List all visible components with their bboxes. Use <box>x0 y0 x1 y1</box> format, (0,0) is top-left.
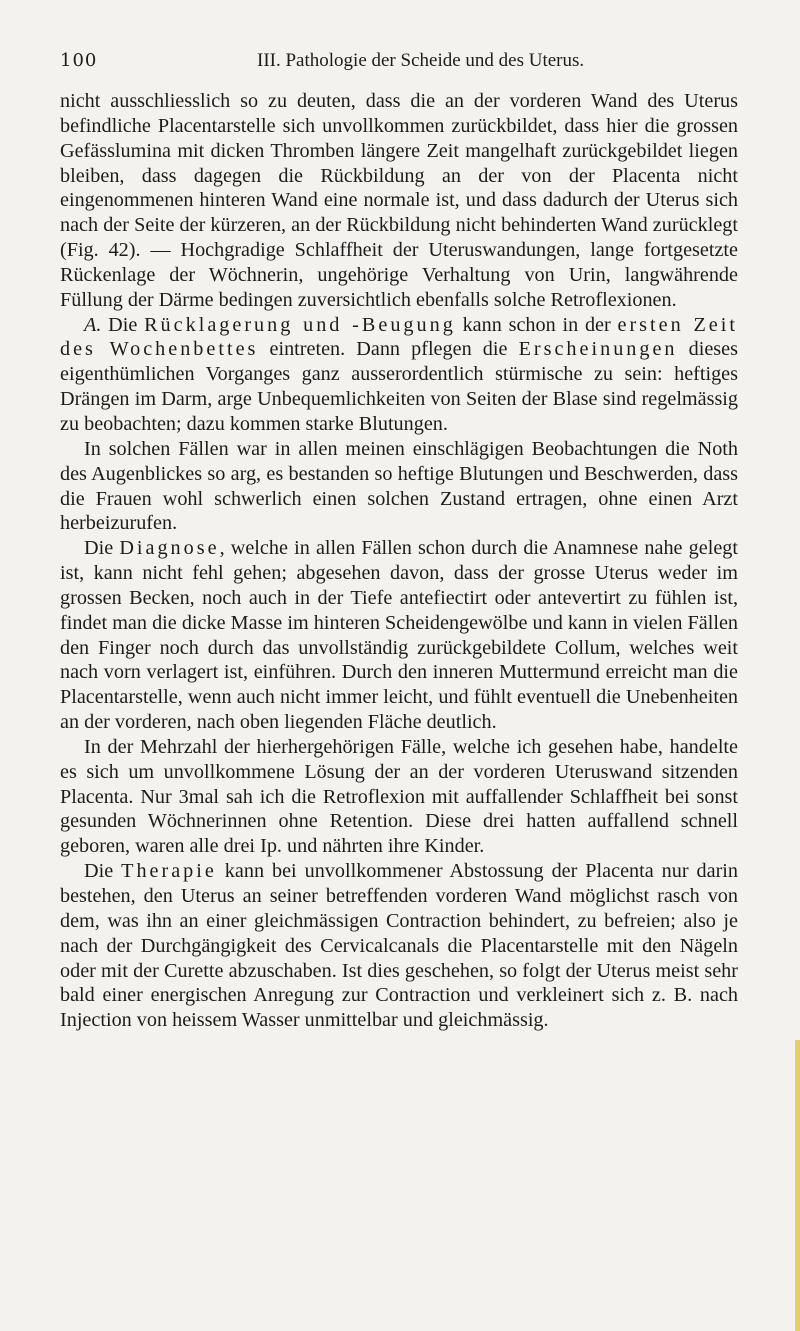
text-segment: Therapie <box>121 860 217 883</box>
page-header <box>60 46 740 76</box>
body-text <box>60 89 738 1033</box>
paragraph-4 <box>60 536 738 735</box>
text-segment: Erscheinungen <box>518 338 678 361</box>
text-segment: In solchen Fällen war in allen meinen einschlägigen Beobachtungen die Noth des Augenblickes so arg, es bestanden so heftige Blutungen und Beschwerden, dass die Frauen wohl schwerlich einen solchen Zustand ertragen, ohne einen Arzt herbeizurufen. <box>60 437 738 535</box>
text-segment: In der Mehrzahl der hierhergehörigen Fälle, welche ich gesehen habe, handelte es sich um unvollkommene Lösung der an der vorderen Uteruswand sitzenden Placenta. Nur 3mal sah ich die Retroflexion mit auffallender Schlaffheit bei sonst gesunden Wöchnerinnen ohne Retention. Diese drei hatten auffallend schnell geboren, waren alle drei Ip. und nährten ihre Kinder. <box>60 735 738 858</box>
text-segment: kann schon in der <box>455 313 618 336</box>
paragraph-2 <box>60 313 738 437</box>
text-segment: Diagnose <box>119 537 220 560</box>
text-segment: Rücklagerung und -Beugung <box>144 313 456 336</box>
text-segment: Die <box>84 860 122 883</box>
text-segment: eintreten. Dann pflegen die <box>258 338 519 361</box>
text-segment: nicht ausschliesslich so zu deuten, dass die an der vorderen Wand des Uterus befindliche Placentarstelle sich unvollkommen zurückbildet, dass hier die grossen Gefässlumina mit dicken Thromben längere Zeit mangelhaft zurückgebildet liegen bleiben, dass dagegen die Rückbildung an der von der Placenta nicht eingenommenen hinteren Wand eine normale ist, und dass dadurch der Uterus sich nach der Seite der kürzeren, an der Rückbildung nicht behinderten Wand zurücklegt (Fig. 42). — Hochgradige Schlaffheit der Uteruswandungen, lange fortgesetzte Rückenlage der Wöchnerin, ungehörige Verhaltung von Urin, langwährende Füllung der Därme bedingen zuversichtlich ebenfalls solche Retroflexionen. <box>60 90 738 311</box>
text-segment: Die <box>101 313 145 336</box>
paragraph-5 <box>60 735 738 859</box>
text-segment: A. <box>84 313 102 336</box>
page-edge-mark <box>795 1040 800 1331</box>
text-segment: ersten Zeit des Wochenbettes <box>60 313 738 361</box>
page-number: 100 <box>60 50 98 71</box>
running-head: III. Pathologie der Scheide und des Uterus. <box>257 50 585 71</box>
text-segment: , welche in allen Fällen schon durch die Anamnese nahe gelegt ist, kann nicht fehl gehen; abgesehen davon, dass der grosse Uterus weder im grossen Becken, noch auch in der Tiefe antefiectirt oder antevertirt zu fühlen ist, findet man die dicke Masse im hinteren Scheidengewölbe und kann in vielen Fällen den Finger noch durch das unvollständig zurückgebildete Collum, welches weit nach vorn verlagert ist, einführen. Durch den inneren Muttermund erreicht man die Placentarstelle, wenn auch nicht immer leicht, und fühlt eventuell die Unebenheiten an der vorderen, nach oben liegenden Fläche deutlich. <box>60 537 738 734</box>
paragraph-3 <box>60 437 738 536</box>
text-segment: dieses eigenthümlichen Vorganges ganz ausserordentlich stürmische zu sein: heftiges Drängen im Darm, arge Unbequemlichkeiten von Seiten der Blase sind regelmässig zu beobachten; dazu kommen starke Blutungen. <box>60 338 738 435</box>
paragraph-1 <box>60 89 738 313</box>
text-segment: Die <box>84 537 120 560</box>
paragraph-6 <box>60 859 738 1033</box>
text-segment: kann bei unvollkommener Abstossung der Placenta nur darin bestehen, den Uterus an seiner betreffenden vorderen Wand möglichst rasch von dem, was ihn an einer gleichmässigen Contraction behindert, zu befreien; also je nach der Durchgängigkeit des Cervicalcanals die Placentarstelle mit den Nägeln oder mit der Curette abzuschaben. Ist dies geschehen, so folgt der Uterus meist sehr bald einer energischen Anregung zur Contraction und verkleinert sich z. B. nach Injection von heissem Wasser unmittelbar und gleichmässig. <box>60 860 738 1032</box>
